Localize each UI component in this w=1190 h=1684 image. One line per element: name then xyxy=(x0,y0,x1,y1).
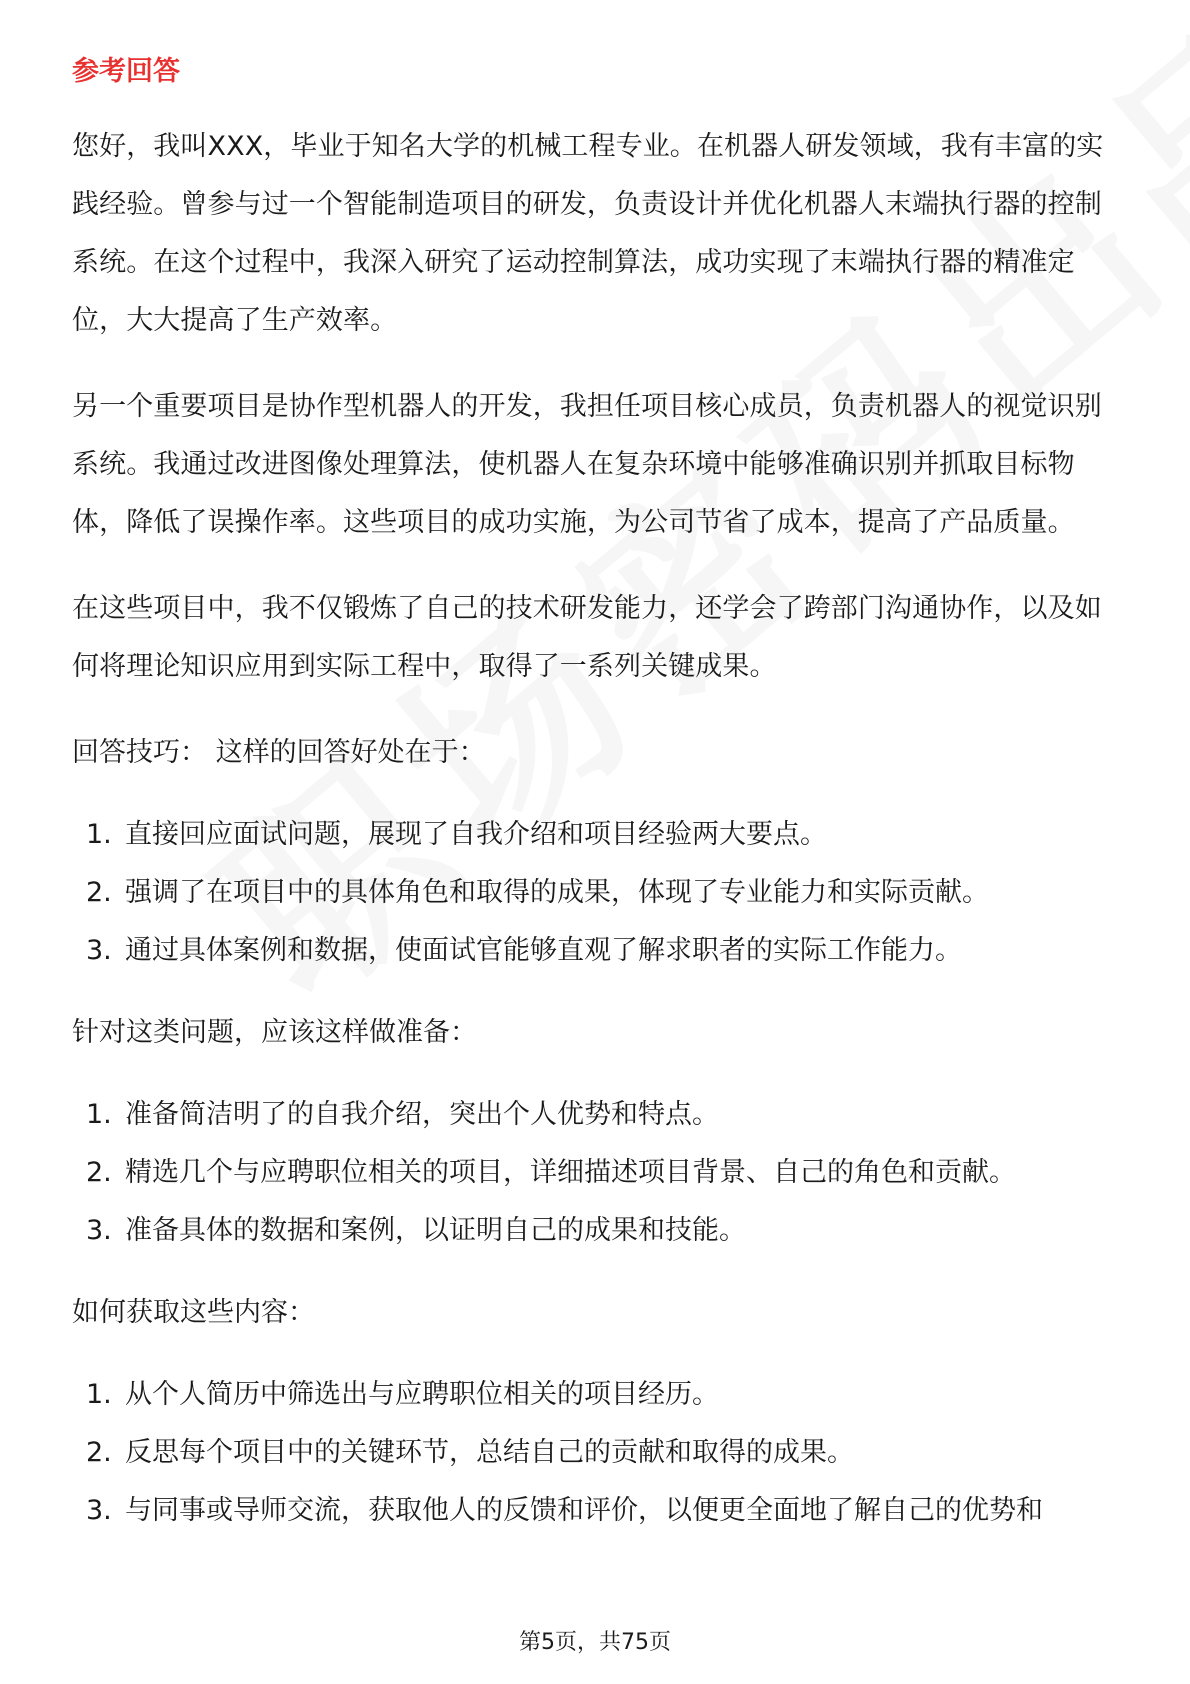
list-text: 强调了在项目中的具体角色和取得的成果，体现了专业能力和实际贡献。 xyxy=(125,877,989,908)
list-item xyxy=(72,1366,1122,1424)
answer-paragraph-3: 在这些项目中，我不仅锻炼了自己的技术研发能力，还学会了跨部门沟通协作，以及如何将理论知识应用到实际工程中，取得了一系列关键成果。 xyxy=(72,593,1102,682)
list-item xyxy=(72,864,1122,922)
prepare-list xyxy=(72,1086,1122,1260)
tips-list xyxy=(72,806,1122,980)
list-text: 精选几个与应聘职位相关的项目，详细描述项目背景、自己的角色和贡献。 xyxy=(125,1157,1016,1188)
list-number: 1. xyxy=(86,1099,112,1130)
list-item xyxy=(72,1202,1122,1260)
list-number: 3. xyxy=(86,1495,112,1526)
list-item xyxy=(72,1144,1122,1202)
list-text: 与同事或导师交流，获取他人的反馈和评价，以便更全面地了解自己的优势和 xyxy=(125,1495,1043,1526)
tips-label: 回答技巧： 这样的回答好处在于： xyxy=(72,737,486,768)
page-number-footer: 第5页，共75页 xyxy=(519,1630,671,1655)
list-text: 从个人简历中筛选出与应聘职位相关的项目经历。 xyxy=(125,1379,719,1410)
list-number: 3. xyxy=(86,935,112,966)
list-text: 直接回应面试问题，展现了自我介绍和项目经验两大要点。 xyxy=(125,819,827,850)
list-number: 1. xyxy=(86,1379,112,1410)
list-number: 1. xyxy=(86,819,112,850)
list-item xyxy=(72,922,1122,980)
list-text: 通过具体案例和数据，使面试官能够直观了解求职者的实际工作能力。 xyxy=(125,935,962,966)
answer-paragraph-1: 您好，我叫XXX，毕业于知名大学的机械工程专业。在机器人研发领域，我有丰富的实践经验。曾参与过一个智能制造项目的研发，负责设计并优化机器人末端执行器的控制系统。在这个过程中，我深入研究了运动控制算法，成功实现了末端执行器的精准定位，大大提高了生产效率。 xyxy=(72,131,1104,336)
list-item xyxy=(72,806,1122,864)
obtain-label: 如何获取这些内容： xyxy=(72,1297,315,1328)
main-content xyxy=(72,46,1122,1564)
list-item xyxy=(72,1424,1122,1482)
list-item xyxy=(72,1086,1122,1144)
list-number: 2. xyxy=(86,1157,112,1188)
obtain-list xyxy=(72,1366,1122,1540)
list-text: 准备具体的数据和案例，以证明自己的成果和技能。 xyxy=(125,1215,746,1246)
answer-paragraph-2: 另一个重要项目是协作型机器人的开发，我担任项目核心成员，负责机器人的视觉识别系统。我通过改进图像处理算法，使机器人在复杂环境中能够准确识别并抓取目标物体，降低了误操作率。这些项目的成功实施，为公司节省了成本，提高了产品质量。 xyxy=(72,391,1102,538)
list-item xyxy=(72,1482,1122,1540)
list-text: 反思每个项目中的关键环节，总结自己的贡献和取得的成果。 xyxy=(125,1437,854,1468)
prepare-label: 针对这类问题，应该这样做准备： xyxy=(72,1017,477,1048)
list-number: 2. xyxy=(86,1437,112,1468)
list-number: 2. xyxy=(86,877,112,908)
list-text: 准备简洁明了的自我介绍，突出个人优势和特点。 xyxy=(125,1099,719,1130)
list-number: 3. xyxy=(86,1215,112,1246)
section-heading: 参考回答 xyxy=(72,56,180,87)
